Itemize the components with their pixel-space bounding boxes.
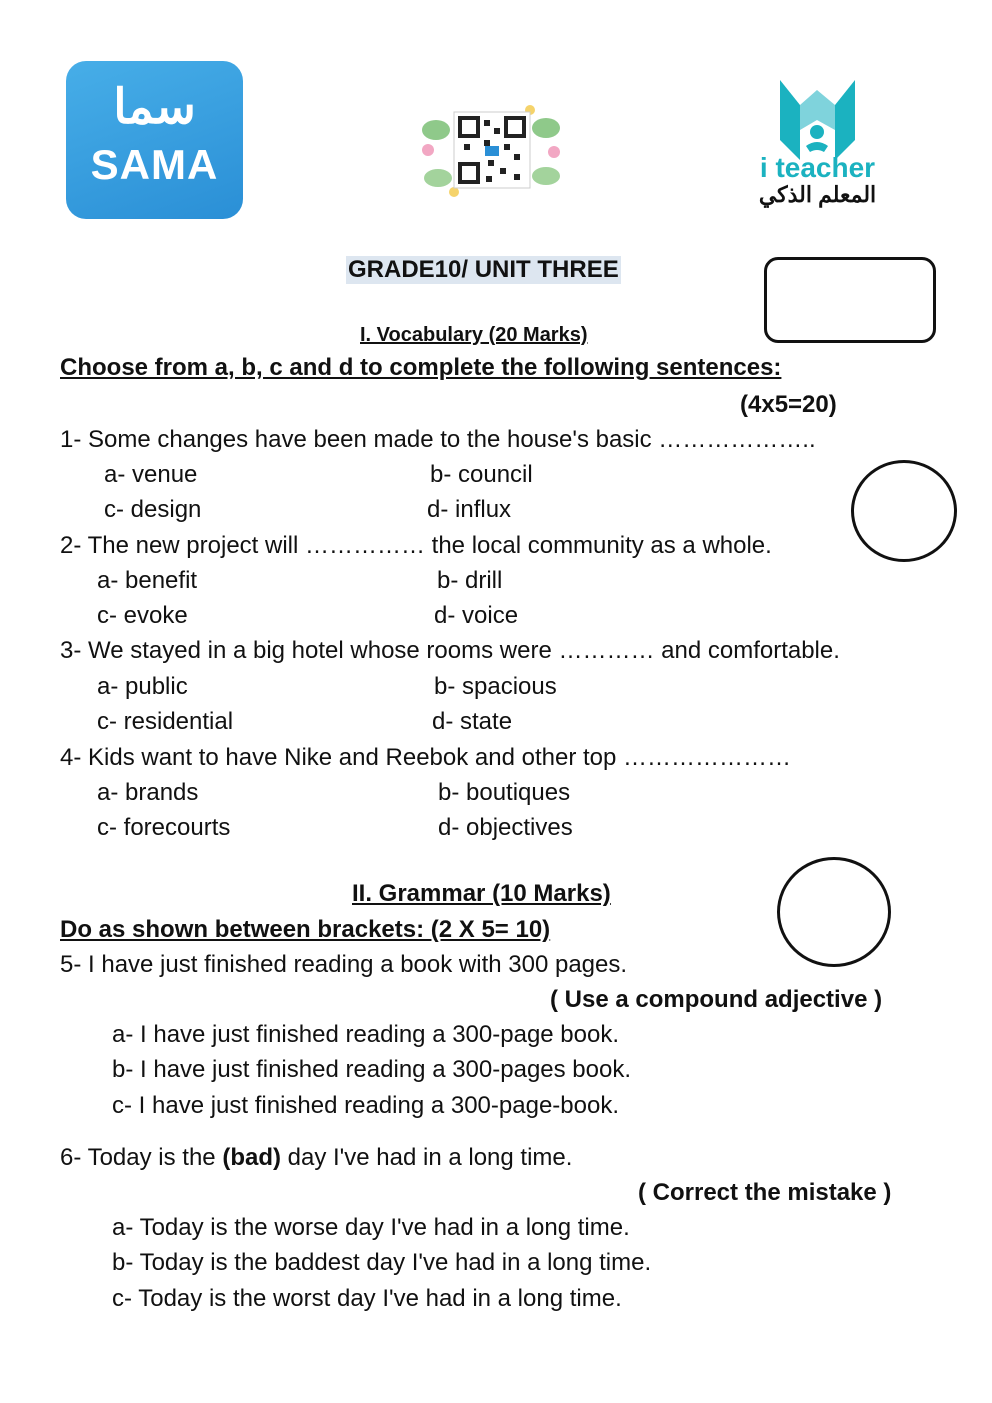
question-hint: ( Use a compound adjective )	[550, 986, 883, 1013]
option-b: b- drill	[437, 567, 503, 594]
question-hint: ( Correct the mistake )	[638, 1179, 892, 1206]
option-d: d- objectives	[438, 814, 573, 841]
option-b: b- Today is the baddest day I've had in a long time.	[112, 1249, 652, 1276]
question-stem: 1- Some changes have been made to the house's basic ………………..	[60, 426, 816, 453]
option-a: a- I have just finished reading a 300-page book.	[112, 1021, 620, 1048]
iteacher-logo-english: i teacher	[759, 152, 876, 183]
question-stem-keyword: (bad)	[222, 1144, 281, 1171]
vocabulary-marks: (4x5=20)	[740, 391, 837, 418]
question-stem: 4- Kids want to have Nike and Reebok and other top …………………	[60, 744, 792, 771]
iteacher-logo-arabic: المعلم الذكي	[758, 182, 877, 207]
option-a: a- benefit	[97, 567, 198, 594]
question-stem: 3- We stayed in a big hotel whose rooms were ………… and comfortable.	[60, 637, 840, 664]
option-c: c- evoke	[97, 602, 188, 629]
option-b: b- boutiques	[438, 779, 571, 806]
option-d: d- influx	[427, 496, 512, 523]
question-stem-start: 6- Today is the	[60, 1144, 223, 1171]
qr-code-image	[418, 100, 564, 200]
option-d: d- state	[432, 708, 513, 735]
option-c: c- forecourts	[97, 814, 231, 841]
option-a: a- public	[97, 673, 188, 700]
option-a: a- Today is the worse day I've had in a long time.	[112, 1214, 630, 1241]
option-b: b- spacious	[434, 673, 557, 700]
option-c: c- Today is the worst day I've had in a long time.	[112, 1285, 622, 1312]
option-b: b- I have just finished reading a 300-pages book.	[112, 1056, 632, 1083]
grammar-instruction: Do as shown between brackets: (2 X 5= 10)	[60, 916, 551, 943]
question-stem	[60, 1144, 572, 1172]
vocabulary-heading: I. Vocabulary (20 Marks)	[360, 324, 588, 346]
mark-circle	[777, 857, 891, 967]
option-c: c- I have just finished reading a 300-page-book.	[112, 1092, 619, 1119]
question-stem: 2- The new project will …………… the local community as a whole.	[60, 532, 772, 559]
option-c: c- residential	[97, 708, 234, 735]
sama-logo-arabic: سما	[113, 81, 196, 134]
sama-logo-english: SAMA	[90, 141, 219, 188]
option-b: b- council	[430, 461, 533, 488]
option-c: c- design	[104, 496, 202, 523]
page-title: GRADE10/ UNIT THREE	[348, 256, 619, 283]
score-box	[764, 257, 936, 343]
sama-logo	[66, 61, 243, 219]
option-a: a- venue	[104, 461, 198, 488]
option-d: d- voice	[434, 602, 519, 629]
question-stem: 5- I have just finished reading a book with 300 pages.	[60, 951, 628, 978]
question-stem-end: day I've had in a long time.	[280, 1144, 573, 1171]
vocabulary-instruction: Choose from a, b, c and d to complete the following sentences:	[60, 354, 782, 381]
mark-circle	[851, 460, 957, 562]
option-a: a- brands	[97, 779, 199, 806]
grammar-heading: II. Grammar (10 Marks)	[352, 880, 611, 907]
